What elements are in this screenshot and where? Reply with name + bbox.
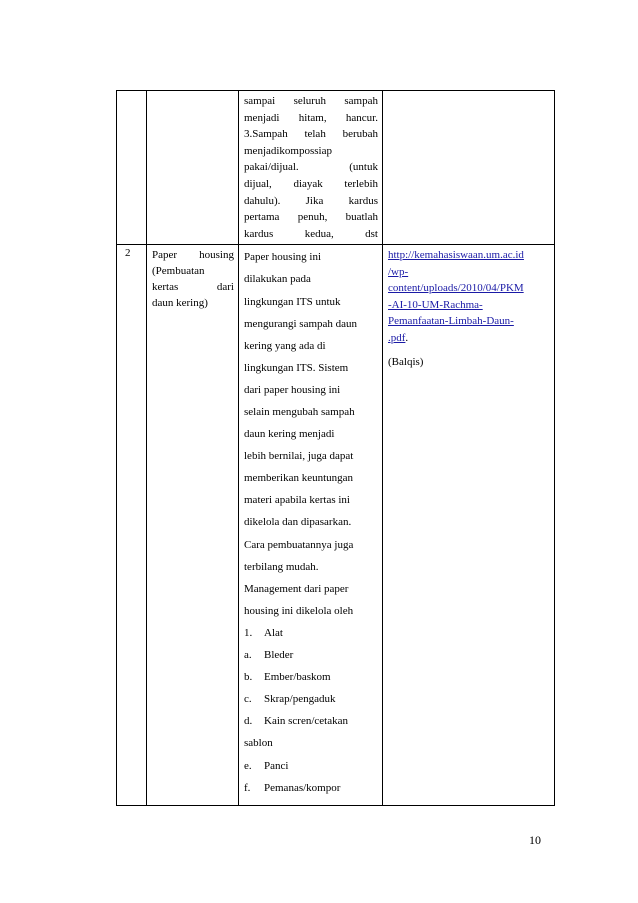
list-item	[244, 777, 378, 799]
source-cell	[383, 91, 555, 245]
text-line: terbilang mudah.	[244, 560, 319, 573]
text-line: selain mengubah sampah	[244, 406, 355, 418]
page-number: 10	[529, 833, 541, 847]
link-line	[388, 330, 550, 347]
content-table	[116, 90, 555, 806]
text-line: lingkungan ITS untuk	[244, 295, 341, 308]
text-line: Paper housing	[152, 249, 234, 262]
table-row	[117, 91, 555, 245]
text-line: dari paper housing ini	[244, 383, 341, 396]
text-line: dijual, diayak terlebih	[244, 177, 378, 190]
text-line: dahulu). Jika kardus	[244, 194, 378, 207]
list-item	[244, 644, 378, 666]
link-line-text: .pdf	[388, 331, 406, 344]
list-item-text: Ember/baskom	[264, 671, 331, 684]
text-line: housing ini dikelola oleh	[244, 604, 354, 617]
list-item	[244, 666, 378, 688]
source-link[interactable]	[388, 247, 550, 346]
list-marker: 1.	[244, 626, 253, 639]
list-marker: f.	[244, 781, 251, 794]
list-item	[244, 710, 378, 732]
text-line: lebih bernilai, juga dapat	[244, 450, 354, 463]
description-text	[239, 245, 382, 800]
list-marker: d.	[244, 715, 253, 728]
text-line: dilakukan pada	[244, 273, 311, 286]
row-title	[147, 245, 238, 313]
text-line: 3.Sampah telah berubah	[244, 128, 378, 141]
text-line: menjadikompossiap	[244, 144, 332, 157]
source-reference	[383, 245, 554, 370]
text-line: Cara pembuatannya juga	[244, 538, 354, 551]
link-line: Pemanfaatan-Limbah-Daun-	[388, 315, 514, 328]
list-item-text: Pemanas/kompor	[264, 781, 341, 794]
list-item-text: Bleder	[264, 649, 294, 662]
list-item	[244, 755, 378, 777]
title-cell	[147, 245, 239, 806]
link-line: -AI-10-UM-Rachma-	[388, 298, 483, 311]
row-number: 2	[125, 247, 131, 260]
text-line: pakai/dijual. (untuk	[244, 161, 378, 174]
text-line: dikelola dan dipasarkan.	[244, 516, 352, 529]
text-line: Management dari paper	[244, 582, 349, 595]
list-marker: c.	[244, 693, 252, 706]
text-line: daun kering menjadi	[244, 428, 335, 441]
link-line: http://kemahasiswaan.um.ac.id	[388, 249, 524, 262]
list-item-text: Alat	[264, 626, 283, 639]
list-item	[244, 732, 378, 754]
text-line: materi apabila kertas ini	[244, 494, 350, 507]
number-cell	[117, 91, 147, 245]
description-cell	[239, 91, 383, 245]
list-item	[244, 622, 378, 644]
text-line: mengurangi sampah daun	[244, 317, 358, 330]
text-line: lingkungan ITS. Sistem	[244, 361, 349, 374]
text-line: kering yang ada di	[244, 339, 326, 352]
text-line: memberikan keuntungan	[244, 472, 354, 485]
text-line: kertas dari	[152, 281, 234, 294]
link-suffix: .	[405, 331, 409, 344]
list-item	[244, 688, 378, 710]
description-cell	[239, 245, 383, 806]
list-item-text: Panci	[264, 759, 289, 772]
text-line: Paper housing ini	[244, 251, 321, 264]
text-line: (Pembuatan	[152, 265, 205, 278]
title-cell	[147, 91, 239, 245]
link-line: /wp-	[388, 265, 409, 278]
link-line: content/uploads/2010/04/PKM	[388, 282, 524, 295]
number-cell	[117, 245, 147, 806]
text-line: daun kering)	[152, 297, 208, 310]
author-name: (Balqis)	[388, 356, 424, 369]
text-line: kardus kedua, dst	[244, 227, 378, 240]
text-line: sampai seluruh sampah	[244, 95, 378, 107]
list-marker: b.	[244, 671, 253, 684]
list-marker: a.	[244, 649, 252, 662]
list-marker: e.	[244, 759, 252, 772]
text-line: pertama penuh, buatlah	[244, 211, 378, 224]
text-line: menjadi hitam, hancur.	[244, 111, 378, 124]
source-cell	[383, 245, 555, 806]
list-item-text: Kain scren/cetakan	[264, 715, 348, 728]
list-item-text: Skrap/pengaduk	[264, 693, 336, 706]
table-row	[117, 245, 555, 806]
description-text	[239, 91, 382, 244]
list-item-text: sablon	[244, 737, 273, 750]
